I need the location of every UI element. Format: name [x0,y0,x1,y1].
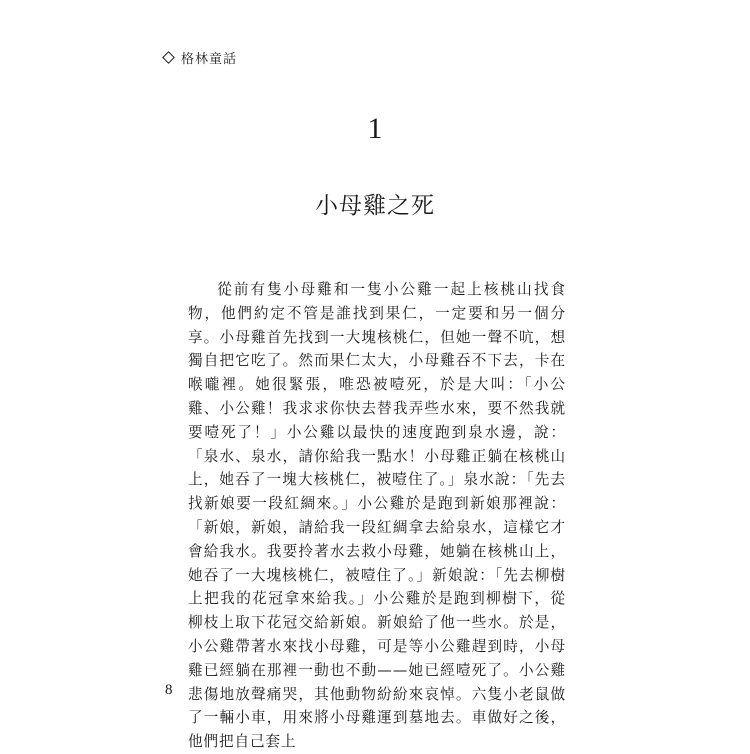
body-paragraph: 從前有隻小母雞和一隻小公雞一起上核桃山找食物，他們約定不管是誰找到果仁，一定要和另一個分享。小母雞首先找到一大塊核桃仁，但她一聲不吭，想獨自把它吃了。然而果仁太大，小母雞吞不下去，卡在喉嚨裡。她很緊張，唯恐被噎死，於是大叫：「小公雞、小公雞！我求求你快去替我弄些水來，要不然我就要噎死了！」小公雞以最快的速度跑到泉水邊，說：「泉水、泉水，請你給我一點水！小母雞正躺在核桃山上，她吞了一塊大核桃仁，被噎住了。」泉水說：「先去找新娘要一段紅綢來。」小公雞於是跑到新娘那裡說：「新娘，新娘，請給我一段紅綢拿去給泉水，這樣它才會給我水。我要拎著水去救小母雞，她躺在核桃山上，她吞了一大塊核桃仁，被噎住了。」新娘說：「先去柳樹上把我的花冠拿來給我。」小公雞於是跑到柳樹下，從柳枝上取下花冠交給新娘。新娘給了他一些水。於是，小公雞帶著水來找小母雞，可是等小公雞趕到時，小母雞已經躺在那裡一動也不動——她已經噎死了。小公雞悲傷地放聲痛哭，其他動物紛紛來哀悼。六隻小老鼠做了一輛小車，用來將小母雞運到墓地去。車做好之後，他們把自己套上 [188,281,566,751]
page-number: 8 [165,682,173,698]
diamond-icon [162,51,175,64]
chapter-number: 1 [367,112,383,145]
book-title: 格林童話 [181,52,238,67]
chapter-title: 小母雞之死 [315,193,435,219]
running-head [162,48,237,67]
